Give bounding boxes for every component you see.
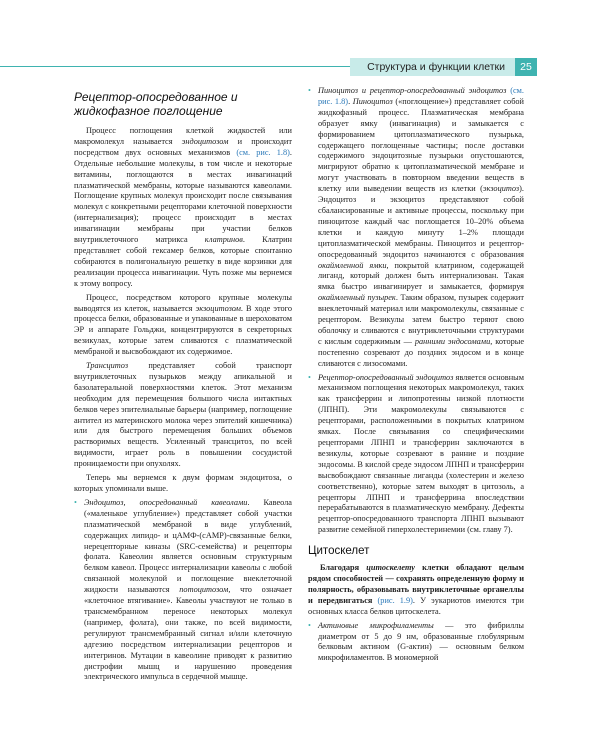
text-run: — это фибриллы диаметром от 5 до 9 нм, образованные глобулярным белковым актином (G-актин) — основным белком микрофиламентов. В мономерной: [318, 620, 524, 663]
text-run: . Таким образом, пузырек содержит внеклеточный материал или макромолекулы, связанные с рецептором. Везикулы затем быстро теряют свою оболочку и сливаются с внутриклеточными структурами с кислым содержимым —: [318, 293, 524, 346]
list-item: [308, 86, 524, 370]
text-run: окаймленной ямки: [318, 260, 387, 270]
text-run: Пиноцитоз и рецептор-опосредованный эндоцитоз: [318, 86, 507, 95]
paragraph: [74, 361, 292, 470]
right-column: [308, 86, 524, 667]
text-run: . Клатрин представляет собой гексамер белков, которые спонтанно собираются в полигональную решетку в виде корзинки для реализации процесса инвагинации. Чуть позже мы вернемся к этому вопросу.: [74, 235, 292, 288]
header-rule: [0, 66, 350, 67]
text-run: Эндоцитоз, опосредованный кавеолами: [84, 497, 248, 507]
text-run: , покрытой клатрином, содержащей лиганд, который должен быть интернализован. Такая ямка быстро инвагинирует и замыкается, формируя: [318, 260, 524, 292]
text-run: ). Эндоцитоз и экзоцитоз представляют собой сбалансированные и активные процессы, поскольку при пиноцитозе каждый час поглощается 10–20% объема клетки и каждую минуту 1–2% площади цитоплазматической мембраны. Пиноцитоз и рецептор-опосредованный эндоцитоз начинаются с образования: [318, 184, 524, 259]
figure-reference: (рис. 1.9): [377, 595, 413, 605]
text-run: Теперь мы вернемся к двум формам эндоцитоза, о которых упоминали выше.: [74, 473, 292, 493]
section-title: Цитоскелет: [308, 545, 370, 558]
paragraph: [74, 126, 292, 290]
paragraph: [74, 293, 292, 358]
text-run: , которые постепенно созревают до поздних эндосом и в конце сливаются с лизосомами.: [318, 336, 525, 368]
text-run: клатринов: [204, 235, 243, 245]
text-run: представляет собой транспорт внутриклеточных пузырьков между апикальной и базолатеральной поверхностями клеток. Этот механизм необходим для перемещения большого числа интактных белков через эпителиальные барьеры (например, поглощение антител из материнского молока через эпителий кишечника) или для быстрого перемещения больших объемов растворимых веществ. Усиленный трансцитоз, по всей видимости, играет роль в повышении сосудистой проницаемости при опухолях.: [74, 361, 292, 469]
text-run: . В ходе этого процесса белки, образованные и упакованные в шероховатом ЭР и аппарате Гольджи, концентрируются в секреторных везикулах, которые затем сливаются с плазматической мембраной и высвобождают их содержимое.: [74, 303, 292, 357]
text-run: («поглощение») представляет собой жидкофазный процесс. Плазматическая мембрана образует ямку (инвагинация) и замыкается с формированием цитоплазматического пузырька, содержащего поглощенные частицы; после доставки содержимого эндоцитозные пузырьки опустошаются, мигрируют обратно к цитоплазматической мембране и могут участвовать в повторном введении веществ в клетку или выведении веществ из клетки (: [318, 96, 524, 194]
header-section-title: Структура и функции клетки: [367, 61, 505, 73]
figure-reference: (см. рис. 1.8): [236, 147, 290, 157]
figure-reference: (см. рис. 1.8): [318, 86, 524, 106]
text-run: Процесс, посредством которого крупные молекулы выводятся из клеток, называется: [74, 292, 292, 313]
text-run: экзоцитоз: [482, 184, 520, 194]
list-item: [74, 498, 292, 683]
text-run: .: [348, 96, 353, 106]
text-run: Благодаря: [320, 563, 367, 573]
text-run: потоцитозом: [179, 585, 229, 595]
section-subheading: Рецептор-опосредованное и жидкофазное поглощение: [74, 90, 238, 118]
text-run: Рецептор-опосредованный эндоцитоз: [318, 372, 454, 382]
text-run: эндоцитозом: [181, 136, 229, 146]
text-run: Трансцитоз: [86, 361, 129, 371]
bullet-list: [74, 498, 292, 683]
bullet-list: [308, 86, 524, 536]
text-run: , что означает «клеточное втягивание». Кавеолы участвуют не только в трансмембранном переносе некоторых молекул (например, фолата), они также, по всей видимости, регулируют трансмембранный сигнал и/или клеточную адгезию посредством интернализации рецепторов и интегринов. Мутации в кавеолине приводят к развитию дистрофии мышц и нарушению проведения электрического импульса в сердечной мышце.: [84, 585, 292, 682]
text-run: экзоцитозом: [195, 303, 241, 313]
paragraph: [74, 473, 292, 495]
page-number: 25: [515, 58, 537, 76]
text-run: . У эукариотов имеются три основных класса белков цитоскелета.: [308, 595, 524, 616]
text-run: . Отдельные небольшие молекулы, в том числе и некоторые витамины, поглощаются в местах инвагинаций плазматической мембраны, которые называются кавеолами. Поглощение крупных молекул происходит после связывания молекул с конкретными рецепторами клеточной поверхности (интернализация); процесс происходит в местах инвагинации мембраны при участии белков внутриклеточного матрикса: [74, 147, 292, 245]
text-run: Пиноцитоз: [352, 96, 393, 106]
paragraph: [308, 563, 524, 618]
list-item: [308, 621, 524, 665]
text-run: цитоскелету: [366, 563, 415, 573]
text-run: является основным механизмом поглощения некоторых макромолекул, таких как трансферрин и липопротеины низкой плотности (ЛПНП). Эти макромолекулы связываются с рецепторами, расположенными в покрытых клатрином ямках. После связывания со специфическими рецепторами ЛПНП и трансферрин заключаются в везикулы, которые созревают в ранние и поздние эндосомы. В кислой среде эндосом ЛПНП и трансферрин высвобождают связанные лиганды (холестерин и железо соответственно), которые затем выходят в цитозоль, а рецепторы ЛПНП и трансферрина впоследствии перерабатываются в плазматическую мембрану. Дефекты рецептор-опосредованного транспорта ЛПНП вызывают развитие семейной гиперхолестеринемии (см. главу 7).: [318, 372, 524, 535]
text-run: ранними эндосомами: [414, 336, 491, 346]
text-run: Процесс поглощения клеткой жидкостей или макромолекул называется: [74, 126, 292, 146]
text-run: клетки обладают целым рядом способностей — сохранять определенную форму и полярность, образовывать внутриклеточные органеллы и передвигаться: [308, 563, 524, 605]
text-run: и происходит посредством двух основных механизмов: [74, 136, 292, 157]
left-column: [74, 86, 292, 686]
text-run: Актиновые микрофиламенты: [318, 620, 434, 630]
list-item: [308, 373, 524, 537]
text-run: окаймленный пузырек: [318, 293, 396, 303]
bullet-list: [308, 621, 524, 665]
text-run: . Кавеола («маленькое углубление») представляет собой участки плазматической мембраной в виде углублений, содержащих липидо- и цАМФ-(cAMP)-связанные белки, нерецепторные киназы (SRC-семейства) и рецепторы фолата. Кавеолин является основным структурным белком кавеол. Процесс интернализации кавеолы с любой связанной молекулой и поглощение внеклеточной жидкости называются: [84, 497, 292, 595]
